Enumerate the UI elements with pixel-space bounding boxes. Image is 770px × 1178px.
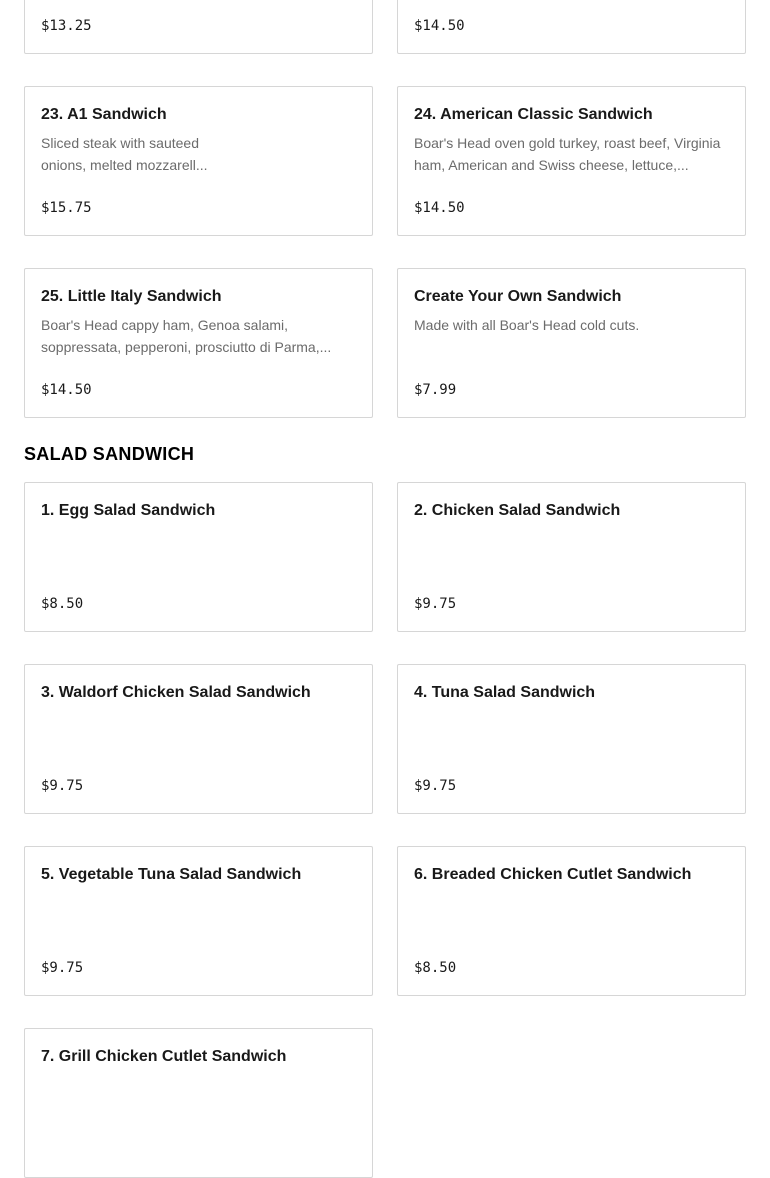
item-name: Create Your Own Sandwich: [414, 288, 622, 305]
menu-item-card[interactable]: [397, 268, 746, 418]
menu-item-card[interactable]: [397, 0, 746, 54]
item-description: Boar's Head oven gold turkey, roast beef, Virginia ham, American and Swiss cheese, lettuce,...: [414, 135, 721, 173]
menu-item-card[interactable]: [24, 86, 373, 236]
menu-item-card[interactable]: [24, 1028, 373, 1178]
item-price: $9.75: [41, 960, 84, 976]
item-name: 1. Egg Salad Sandwich: [41, 502, 216, 519]
item-price: $9.75: [41, 778, 84, 794]
menu-item-card[interactable]: [397, 664, 746, 814]
section-title: SALAD SANDWICH: [24, 444, 195, 464]
item-name: 2. Chicken Salad Sandwich: [414, 502, 621, 519]
item-name: 5. Vegetable Tuna Salad Sandwich: [41, 866, 302, 883]
item-price: $7.99: [414, 382, 457, 398]
menu-item-card[interactable]: [24, 0, 373, 54]
item-price: $14.50: [41, 382, 92, 398]
item-name: 6. Breaded Chicken Cutlet Sandwich: [414, 866, 692, 883]
item-price: $13.25: [41, 18, 92, 34]
item-name: 7. Grill Chicken Cutlet Sandwich: [41, 1048, 287, 1065]
item-price: $8.50: [414, 960, 457, 976]
menu-item-card[interactable]: [397, 846, 746, 996]
item-price: $8.50: [41, 596, 84, 612]
menu-item-card[interactable]: [24, 846, 373, 996]
menu-item-card[interactable]: [24, 664, 373, 814]
item-name: 4. Tuna Salad Sandwich: [414, 684, 596, 701]
item-description: Boar's Head cappy ham, Genoa salami, soppressata, pepperoni, prosciutto di Parma,...: [41, 317, 332, 355]
item-price: $9.75: [414, 778, 457, 794]
item-name: 25. Little Italy Sandwich: [41, 288, 222, 305]
item-name: 3. Waldorf Chicken Salad Sandwich: [41, 684, 311, 701]
menu-item-card[interactable]: [397, 482, 746, 632]
item-description: Made with all Boar's Head cold cuts.: [414, 317, 640, 333]
menu-item-card[interactable]: [24, 268, 373, 418]
item-price: $9.75: [414, 596, 457, 612]
item-price: $15.75: [41, 200, 92, 216]
item-name: 24. American Classic Sandwich: [414, 106, 653, 123]
item-price: $14.50: [414, 200, 465, 216]
item-description: Sliced steak with sauteed onions, melted mozzarell...: [41, 135, 208, 173]
menu-item-card[interactable]: [24, 482, 373, 632]
menu-item-card[interactable]: [397, 86, 746, 236]
item-price: $14.50: [414, 18, 465, 34]
item-name: 23. A1 Sandwich: [41, 106, 167, 123]
